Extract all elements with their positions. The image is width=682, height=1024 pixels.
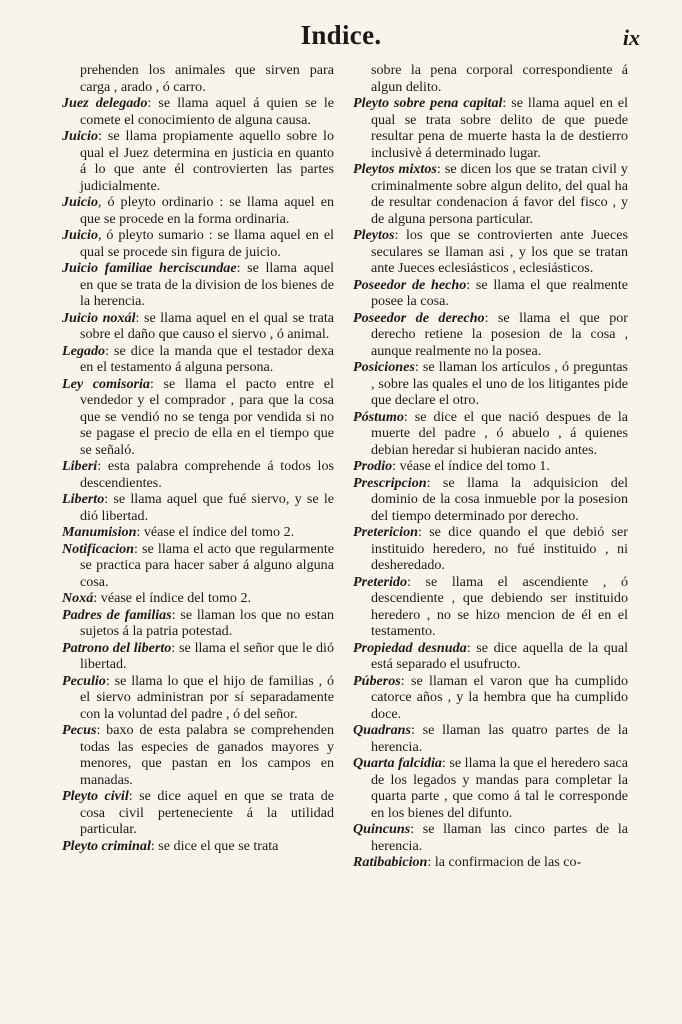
index-entry: [62, 722, 334, 788]
index-entry: [353, 574, 628, 640]
entry-definition: : esta palabra comprehende á todos los descendientes.: [80, 458, 334, 491]
entry-definition: : se dice la manda que el testador dexa en el testamento á alguna persona.: [80, 342, 334, 375]
entry-term: Peculio: [62, 672, 106, 689]
entry-definition: : se llama la que el heredero saca de los legados y mandas para completar la quarta parte , que como á tal le corresponde en los bienes del difunto.: [371, 755, 628, 821]
entry-term: Quincuns: [353, 821, 411, 837]
entry-term: Manumision: [62, 524, 137, 540]
entry-definition: : se llama propiamente aquello sobre lo qual el Juez determina en justicia en quanto á lo que ante él controvierten las partes judicialmente.: [80, 128, 334, 194]
entry-definition: : se llama lo que el hijo de familias , ó el siervo administran por sí separadamente con la voluntad del padre , ó del señor.: [80, 672, 334, 722]
index-entry: [353, 673, 628, 723]
index-entry: [353, 359, 628, 409]
entry-term: Padres de familias: [62, 606, 172, 623]
index-entry: [353, 524, 628, 574]
entry-definition: : se llama aquel que fué siervo, y se le dió libertad.: [80, 491, 334, 524]
entry-definition: : se llaman las cinco partes de la herencia.: [371, 821, 628, 854]
entry-definition: : se dice aquella de la qual está separado el usufructo.: [371, 639, 628, 672]
page-number: ix: [622, 25, 640, 50]
index-entry: [62, 788, 334, 838]
entry-definition: : se llaman los artículos , ó preguntas , sobre las quales el uno de los litigantes pide que declare el otro.: [371, 359, 628, 408]
index-entry: [62, 310, 334, 343]
index-entry: [62, 62, 334, 95]
index-entry: [62, 95, 334, 128]
index-entry: [353, 227, 628, 277]
entry-term: Ley comisoria: [62, 375, 150, 392]
entry-definition: : los que se controvierten ante Jueces seculares se llaman asi , y los que se tratan ante Jueces eclesiásticos , eclesiásticos.: [371, 227, 628, 276]
index-entry: [353, 310, 628, 360]
index-entry: [62, 838, 334, 855]
entry-definition: : véase el índice del tomo 2.: [93, 590, 252, 606]
entry-term: Pleyto criminal: [62, 837, 151, 854]
entry-definition: : se llama la adquisicion del dominio de la cosa inmueble por la posesion del tiempo determinado por derecho.: [371, 474, 628, 524]
entry-term: Juicio noxál: [62, 309, 136, 326]
entry-definition: : se dice el que se trata: [150, 837, 279, 854]
entry-definition: : se llama el acto que regularmente se practica para hacer saber á alguno alguna cosa.: [80, 540, 334, 590]
entry-definition: prehenden los animales que sirven para carga , arado , ó carro.: [80, 62, 334, 95]
entry-term: Legado: [62, 342, 106, 359]
entry-term: Prodio: [353, 458, 393, 474]
entry-term: Noxá: [62, 590, 94, 606]
entry-term: Pleyto civil: [62, 788, 129, 804]
entry-definition: : se dicen los que se tratan civil y criminalmente sobre algun delito, del qual ha de resultar condenacion á favor del fisco , y de alguna persona particular.: [371, 161, 628, 227]
index-entry: [353, 475, 628, 525]
entry-definition: : se dice quando el que debió ser instituido heredero, no fué instituido , ni desheredado.: [371, 524, 628, 573]
entry-term: Propiedad desnuda: [353, 639, 467, 656]
entry-term: Liberi: [62, 458, 98, 474]
index-entry: [353, 640, 628, 673]
entry-term: Juicio: [62, 194, 99, 210]
entry-term: Liberto: [62, 491, 105, 507]
right-column: [353, 62, 628, 871]
entry-term: Poseedor de derecho: [353, 309, 485, 326]
entry-term: Pleyto sobre pena capital: [353, 95, 503, 111]
index-entry: [353, 458, 628, 475]
entry-term: Pretericion: [353, 524, 418, 540]
index-entry: [62, 541, 334, 591]
entry-definition: : se llama aquel en el qual se trata sobre delito de que puede resultar pena de muerte hasta la de destierro inclusivè á determinado lugar.: [371, 95, 628, 161]
index-entry: [353, 409, 628, 459]
entry-term: Quadrans: [353, 722, 411, 738]
entry-term: Pleytos mixtos: [353, 161, 437, 177]
entry-definition: : se llama aquel á quien se le comete el conocimiento de alguna causa.: [80, 95, 335, 128]
entry-term: Púberos: [353, 672, 401, 689]
index-entry: [353, 722, 628, 755]
entry-term: Juicio: [62, 128, 99, 144]
entry-term: Posiciones: [353, 359, 415, 375]
entry-definition: : véase el índice del tomo 2.: [136, 524, 295, 540]
entry-term: Póstumo: [353, 408, 404, 425]
entry-definition: sobre la pena corporal correspondiente á algun delito.: [371, 62, 628, 95]
entry-term: Juez delegado: [62, 95, 148, 111]
index-entry: [62, 227, 334, 260]
index-entry: [62, 260, 334, 310]
index-entry: [353, 854, 628, 871]
entry-term: Quarta falcidia: [353, 755, 442, 771]
index-entry: [353, 95, 628, 161]
entry-term: Pleytos: [353, 227, 395, 243]
entry-definition: : se llama el que por derecho retiene la posesion de la cosa , aunque realmente no la posea.: [371, 309, 628, 359]
entry-definition: : se llaman los que no estan sujetos á la patria potestad.: [80, 606, 335, 639]
page-header: [0, 20, 682, 60]
index-entry: [353, 161, 628, 227]
index-entry: [353, 821, 628, 854]
entry-definition: : la confirmacion de las co-: [427, 854, 582, 870]
index-entry: [353, 277, 628, 310]
entry-term: Juicio: [62, 227, 99, 243]
index-entry: [62, 491, 334, 524]
entry-term: Ratibabicion: [353, 854, 428, 870]
entry-term: Poseedor de hecho: [353, 276, 467, 293]
index-entry: [62, 128, 334, 194]
entry-term: Pecus: [62, 722, 97, 738]
entry-definition: : baxo de esta palabra se comprehenden todas las especies de ganados mayores y menores, que pastan en los campos en manadas.: [80, 722, 334, 788]
index-entry: [62, 673, 334, 723]
index-entry: [62, 458, 334, 491]
index-entry: [62, 524, 334, 541]
entry-definition: : se llama el ascendiente , ó descendiente , que debiendo ser instituido heredero , no se hizo mencion de él en el testamento.: [371, 573, 628, 639]
index-entry: [62, 590, 334, 607]
index-entry: [353, 755, 628, 821]
entry-definition: : se llaman las quatro partes de la herencia.: [371, 722, 628, 755]
index-entry: [353, 62, 628, 95]
entry-term: Preterido: [353, 573, 408, 590]
left-column: [62, 62, 334, 854]
entry-definition: : se llama aquel en que se trata de la division de los bienes de la herencia.: [80, 260, 334, 309]
entry-definition: : se llama aquel en el qual se trata sobre el daño que causo el siervo , ó animal.: [80, 309, 335, 342]
index-entry: [62, 343, 334, 376]
index-entry: [62, 376, 334, 459]
entry-term: Prescripcion: [353, 474, 427, 491]
entry-definition: : se dice el que nació despues de la muerte del padre , ó abuelo , á quienes debian heredar si hubieran nacido antes.: [371, 408, 628, 458]
entry-definition: : se llama el que realmente posee la cosa.: [371, 276, 628, 309]
index-entry: [62, 607, 334, 640]
index-entry: [62, 640, 334, 673]
entry-definition: : se llama el pacto entre el vendedor y el comprador , para que la cosa que se vendió no se tenga por vendida si no se pagase el precio de ella en el tiempo que se señaló.: [80, 375, 334, 458]
entry-term: Juicio familiae herciscundae: [62, 260, 237, 276]
entry-definition: , ó pleyto sumario : se llama aquel en el qual se procede sin figura de juicio.: [80, 227, 334, 260]
entry-definition: : se llama el señor que le dió libertad.: [80, 639, 334, 672]
entry-definition: , ó pleyto ordinario : se llama aquel en que se procede en la forma ordinaria.: [80, 194, 334, 227]
entry-term: Notificacion: [62, 540, 135, 557]
page-title: Indice.: [300, 20, 382, 50]
entry-definition: : se llaman el varon que ha cumplido catorce años , y la hembra que ha cumplido doce.: [371, 672, 628, 722]
entry-definition: : se dice aquel en que se trata de cosa civil perteneciente á la utilidad particular.: [80, 788, 334, 837]
entry-term: Patrono del liberto: [62, 639, 172, 656]
entry-definition: : véase el índice del tomo 1.: [392, 458, 550, 474]
index-entry: [62, 194, 334, 227]
